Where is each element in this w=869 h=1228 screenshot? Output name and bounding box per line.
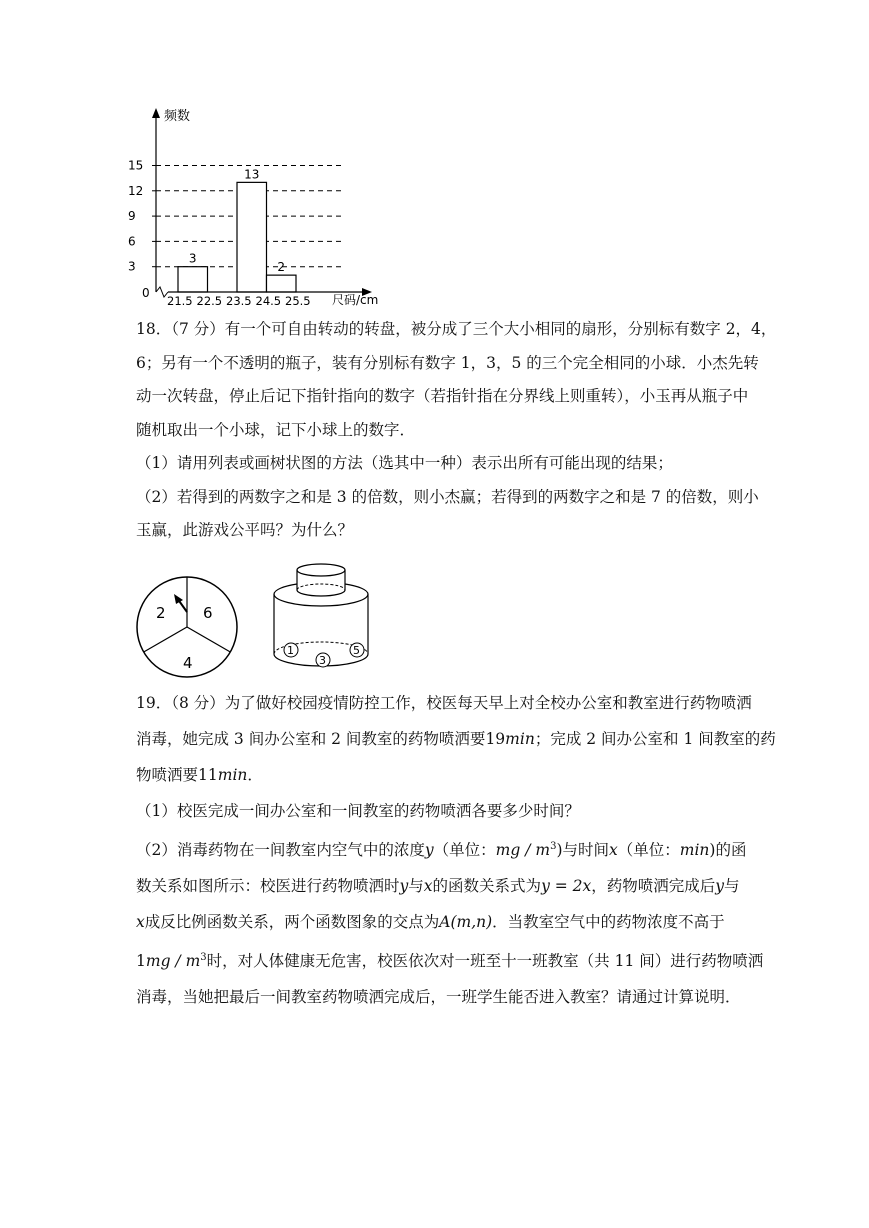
q18-part-2: （2）若得到的两数字之和是 3 的倍数，则小杰赢；若得到的两数字之和是 7 的倍数，则小 bbox=[136, 487, 759, 506]
x-axis-label: 尺码/cm bbox=[332, 293, 379, 307]
bar-value-label: 2 bbox=[277, 260, 286, 275]
y-tick-label: 3 bbox=[128, 259, 136, 274]
q19-part-2: （2）消毒药物在一间教室内空气中的浓度y（单位：mg / $m^3$)与时间x（单位：min)的函 bbox=[136, 841, 747, 860]
q19-line: 数关系如图所示：校医进行药物喷洒时y与x的函数关系式为y = 2x，药物喷洒完成后y与 bbox=[136, 877, 740, 896]
q18-line: 玉赢，此游戏公平吗？为什么？ bbox=[136, 521, 354, 539]
ball-number: 5 bbox=[353, 644, 360, 657]
y-tick-label: 15 bbox=[128, 158, 144, 173]
spinner-figure bbox=[130, 570, 246, 686]
question-18 bbox=[136, 313, 777, 548]
question-19 bbox=[136, 685, 776, 1015]
y-tick-label: 9 bbox=[128, 209, 136, 224]
bar-value-label: 3 bbox=[188, 251, 197, 266]
q19-line: x成反比例函数关系，两个函数图象的交点为A(m,n)．当教室空气中的药物浓度不高于 bbox=[136, 913, 725, 932]
q19-part-1: （1）校医完成一间办公室和一间教室的药物喷洒各要多少时间？ bbox=[136, 802, 580, 820]
q18-line: 6；另有一个不透明的瓶子，装有分别标有数字 1，3，5 的三个完全相同的小球．小杰先转 bbox=[136, 353, 759, 372]
q18-line: 随机取出一个小球，记下小球上的数字． bbox=[136, 420, 416, 439]
histogram-bar bbox=[267, 275, 297, 292]
ball-number: 3 bbox=[319, 654, 326, 667]
histogram-bar bbox=[237, 182, 267, 292]
bar-value-label: 13 bbox=[244, 167, 260, 182]
q19-line: 物喷洒要11min． bbox=[136, 766, 263, 784]
ball-number: 1 bbox=[287, 644, 294, 657]
q19-line: 19．（8 分）为了做好校园疫情防控工作，校医每天早上对全校办公室和教室进行药物喷洒 bbox=[136, 694, 752, 712]
x-tick-label: 23.5 bbox=[226, 294, 252, 308]
bottle-figure bbox=[268, 560, 388, 672]
q19-line: 消毒，她完成 3 间办公室和 2 间教室的药物喷洒要19min；完成 2 间办公室和 1 间教室的药 bbox=[136, 730, 776, 748]
spinner-number: 4 bbox=[183, 654, 193, 672]
q19-line: 消毒，当她把最后一间教室药物喷洒完成后，一班学生能否进入教室？请通过计算说明． bbox=[136, 988, 741, 1007]
spinner-number: 2 bbox=[156, 604, 166, 622]
q18-part-1: （1）请用列表或画树状图的方法（选其中一种）表示出所有可能出现的结果； bbox=[136, 454, 673, 472]
y-tick-label: 12 bbox=[128, 183, 144, 198]
histogram-chart bbox=[120, 100, 390, 315]
q18-line: 动一次转盘，停止后记下指针指向的数字（若指针指在分界线上则重转），小玉再从瓶子中 bbox=[136, 387, 749, 405]
x-tick-label: 21.5 bbox=[167, 294, 193, 308]
histogram-bar bbox=[178, 267, 208, 292]
y-axis-arrow bbox=[152, 108, 160, 118]
x-tick-label: 22.5 bbox=[196, 294, 223, 308]
q19-line: $1mg / m^3$时，对人体健康无危害，校医依次对一班至十一班教室（共 11 间）进行药物喷洒 bbox=[136, 952, 764, 971]
bars bbox=[178, 167, 296, 292]
origin-label: 0 bbox=[142, 286, 150, 300]
pointer-arrow-icon bbox=[174, 594, 183, 604]
y-axis-label: 频数 bbox=[164, 109, 191, 124]
x-tick-label: 25.5 bbox=[285, 294, 311, 308]
spinner-number: 6 bbox=[203, 604, 213, 622]
x-tick-label: 24.5 bbox=[255, 294, 282, 308]
q18-line: 18．（7 分）有一个可自由转动的转盘，被分成了三个大小相同的扇形，分别标有数字 2，4， bbox=[136, 320, 777, 338]
y-tick-label: 6 bbox=[128, 234, 136, 249]
